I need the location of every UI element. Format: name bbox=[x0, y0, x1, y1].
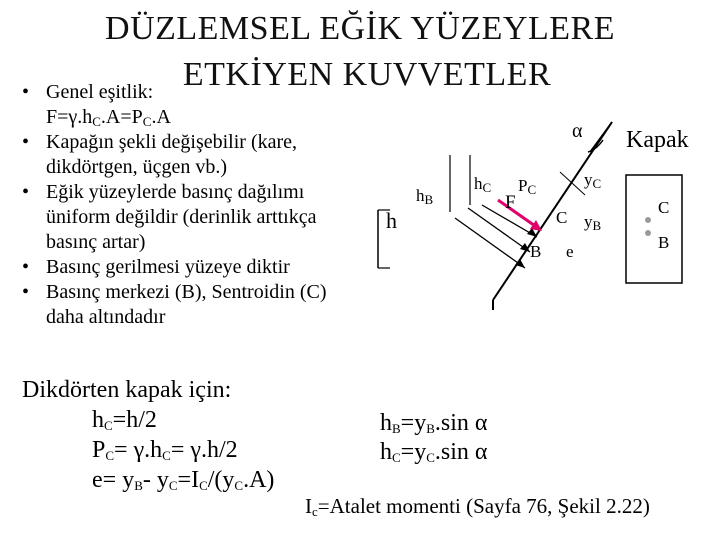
gate-centroid-dot bbox=[645, 217, 651, 223]
gate-pressure-center-dot bbox=[645, 230, 651, 236]
force-f-label: F bbox=[505, 192, 516, 213]
centroid-c-label: C bbox=[556, 208, 568, 227]
pressure-arrow-1-head bbox=[515, 259, 525, 268]
pressure-pc-label: $P_C$ bbox=[518, 176, 537, 197]
title-line-2: ETKİYEN KUVVETLER bbox=[182, 56, 552, 93]
title-line-1: DÜZLEMSEL EĞİK YÜZEYLERE bbox=[105, 10, 615, 47]
bullet-gate-shape: • Kapağın şekli değişebilir (kare, dikdörtgen, üçgen vb.) bbox=[22, 130, 367, 180]
formula-hc-sin: $h_C=y_C.\sin$ α bbox=[380, 439, 488, 465]
moment-of-inertia-caption: $I_c=Atalet$ momenti (Sayfa 76, Şekil 2.22) bbox=[305, 494, 650, 519]
distance-yc-label: $y_C$ bbox=[584, 170, 602, 191]
formula-hb-sin: $h_B=y_B.\sin$ α bbox=[380, 410, 488, 436]
bullet-pressure-center: • Basınç merkezi (B), Sentroidin (C) daha altındadır bbox=[22, 280, 367, 330]
bullet-text: Genel eşitlik: bbox=[46, 81, 154, 103]
gate-c-label: C bbox=[658, 198, 670, 217]
depth-hc-label: $h_C$ bbox=[474, 174, 492, 195]
depth-hb-label: $h_B$ bbox=[416, 186, 434, 207]
distance-yb-label: $y_B$ bbox=[584, 212, 602, 233]
angle-alpha-label: α bbox=[572, 120, 583, 142]
resultant-force-arrow bbox=[498, 200, 538, 228]
gate-plan-rect bbox=[626, 175, 682, 283]
bullet-list bbox=[22, 80, 367, 330]
formula-hc: $h_C=h/2$ bbox=[92, 407, 157, 433]
eccentricity-e-label: e bbox=[566, 242, 574, 261]
depth-h-label: h bbox=[386, 208, 397, 233]
general-equation-formula: $F=\gamma.h_C.A=P_C.A$ bbox=[46, 106, 171, 129]
bullet-pressure-normal: • Basınç gerilmesi yüzeye diktir bbox=[22, 255, 367, 280]
kapak-label: Kapak bbox=[626, 127, 689, 153]
pressure-arrow-1 bbox=[455, 218, 525, 268]
pressure-center-b-label: B bbox=[530, 242, 542, 261]
bullet-general-equation bbox=[22, 80, 367, 130]
bullet-pressure-distribution: • Eğik yüzeylerde basınç dağılımı üniform değildir (derinlik arttıkça basınç artar) bbox=[22, 180, 367, 255]
gate-b-label: B bbox=[658, 233, 670, 252]
gate-c-leader bbox=[560, 172, 585, 195]
formula-e: $e= y_B-$ $y_C=I_C/(y_C.A)$ bbox=[92, 467, 275, 493]
rect-gate-heading: Dikdörten kapak için: bbox=[22, 377, 232, 403]
formula-pc: $P_C= \gamma.h_C= \gamma.h/2$ bbox=[92, 437, 238, 463]
